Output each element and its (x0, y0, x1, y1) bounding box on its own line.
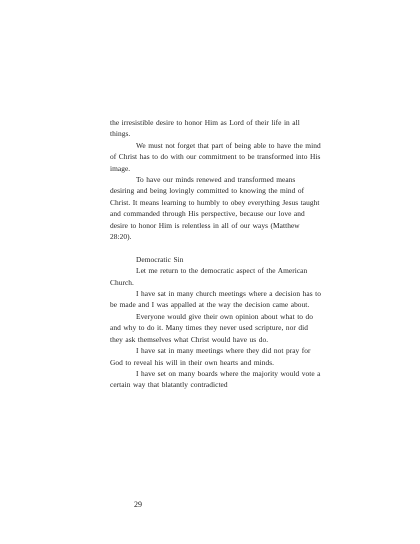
page-number: 29 (134, 500, 142, 509)
paragraph: To have our minds renewed and transformed means desiring and being lovingly committed to knowing the mind of Christ. It means learning to humbly to obey everything Jesus taught and commanded through His perspective, because our love and desire to honor Him is relentless in all of our ways (Matthew 28:20). (110, 175, 320, 242)
paragraph: I have set on many boards where the majority would vote a certain way that blatantly contradicted (110, 368, 321, 390)
paragraph: We must not forget that part of being able to have the mind of Christ has to do with our commitment to be transformed into His image. (110, 140, 321, 173)
paragraph: Let me return to the democratic aspect of the American Church. (110, 266, 308, 287)
paragraph: I have sat in many church meetings where a decision has to be made and I was appalled at the way the decision came about. (110, 289, 321, 310)
paragraph: I have sat in many meetings where they did not pray for God to reveal his will in their own hearts and minds. (110, 346, 311, 367)
paragraph-spacer (110, 242, 322, 253)
paragraph: Everyone would give their own opinion about what to do and why to do it. Many times they never used scripture, nor did they ask themselves what Christ would have us do. (110, 311, 314, 344)
paragraph: the irresistible desire to honor Him as Lord of their life in all things. (110, 118, 300, 139)
section-heading: Democratic Sin (136, 254, 184, 264)
body-text (110, 117, 322, 391)
